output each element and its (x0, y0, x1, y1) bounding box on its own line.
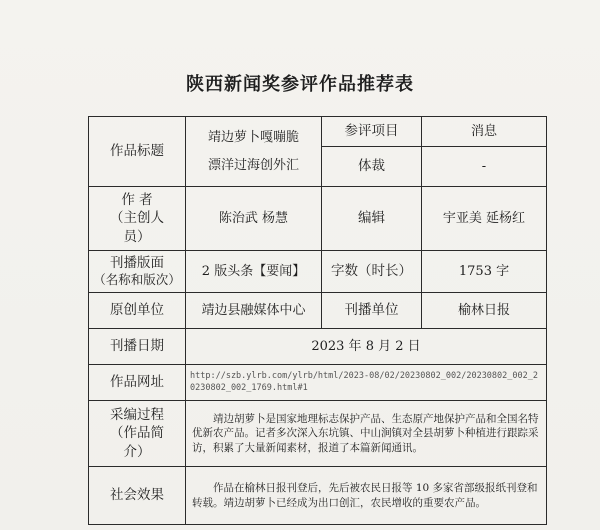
table-row (89, 467, 547, 525)
author-label-line2: （主创人 (110, 210, 164, 227)
table-row (89, 251, 547, 293)
work-title-value (186, 117, 322, 187)
page-label (89, 251, 186, 293)
table-row (89, 365, 547, 401)
publisher-value: 榆林日报 (422, 293, 547, 329)
process-label-line3: 介） (123, 443, 151, 460)
origin-label: 原创单位 (89, 293, 186, 329)
recommendation-form-table (88, 116, 547, 525)
effect-value: 作品在榆林日报刊登后，先后被农民日报等 10 多家省部级报纸刊登和转载。靖边胡萝卜已经成为出口创汇，农民增收的重要农产品。 (186, 467, 547, 525)
genre-label: 体裁 (322, 147, 422, 187)
page-label-line2: （名称和版次） (93, 272, 181, 288)
form-title: 陕西新闻奖参评作品推荐表 (186, 74, 414, 95)
url-value: http://szb.ylrb.com/ylrb/html/2023-08/02/20230802_002/20230802_002_20230802_002_1769.html#1 (186, 365, 547, 401)
length-value: 1753 字 (422, 251, 547, 293)
date-value: 2023 年 8 月 2 日 (186, 329, 547, 365)
page-label-line1: 刊播版面 (110, 254, 164, 271)
genre-value: - (422, 147, 547, 187)
page-value: 2 版头条【要闻】 (186, 251, 322, 293)
process-label (89, 401, 186, 467)
author-label-line3: 员） (123, 228, 151, 245)
date-label: 刊播日期 (89, 329, 186, 365)
table-row (89, 187, 547, 251)
table-row (89, 401, 547, 467)
process-label-line2: （作品简 (110, 425, 164, 442)
author-label (89, 187, 186, 251)
process-label-line1: 采编过程 (110, 407, 164, 424)
table-row (89, 293, 547, 329)
category-value: 消息 (422, 117, 547, 147)
table-row (89, 329, 547, 365)
editor-value: 宇亚美 延杨红 (422, 187, 547, 251)
publisher-label: 刊播单位 (322, 293, 422, 329)
work-title-label: 作品标题 (89, 117, 186, 187)
origin-value: 靖边县融媒体中心 (186, 293, 322, 329)
length-label: 字数（时长） (322, 251, 422, 293)
author-value: 陈治武 杨慧 (186, 187, 322, 251)
work-title-line2: 漂洋过海创外汇 (207, 157, 299, 173)
category-label: 参评项目 (322, 117, 422, 147)
table-row (89, 117, 547, 147)
effect-label: 社会效果 (89, 467, 186, 525)
editor-label: 编辑 (322, 187, 422, 251)
work-title-line1: 靖边萝卜嘎嘣脆 (207, 129, 299, 145)
author-label-line1: 作 者 (121, 192, 153, 209)
process-value: 靖边胡萝卜是国家地理标志保护产品、生态原产地保护产品和全国名特优新农产品。记者多次深入东坑镇、中山涧镇对全县胡萝卜种植进行跟踪采访，积累了大量新闻素材，报道了本篇新闻通讯。 (186, 401, 547, 467)
url-label: 作品网址 (89, 365, 186, 401)
